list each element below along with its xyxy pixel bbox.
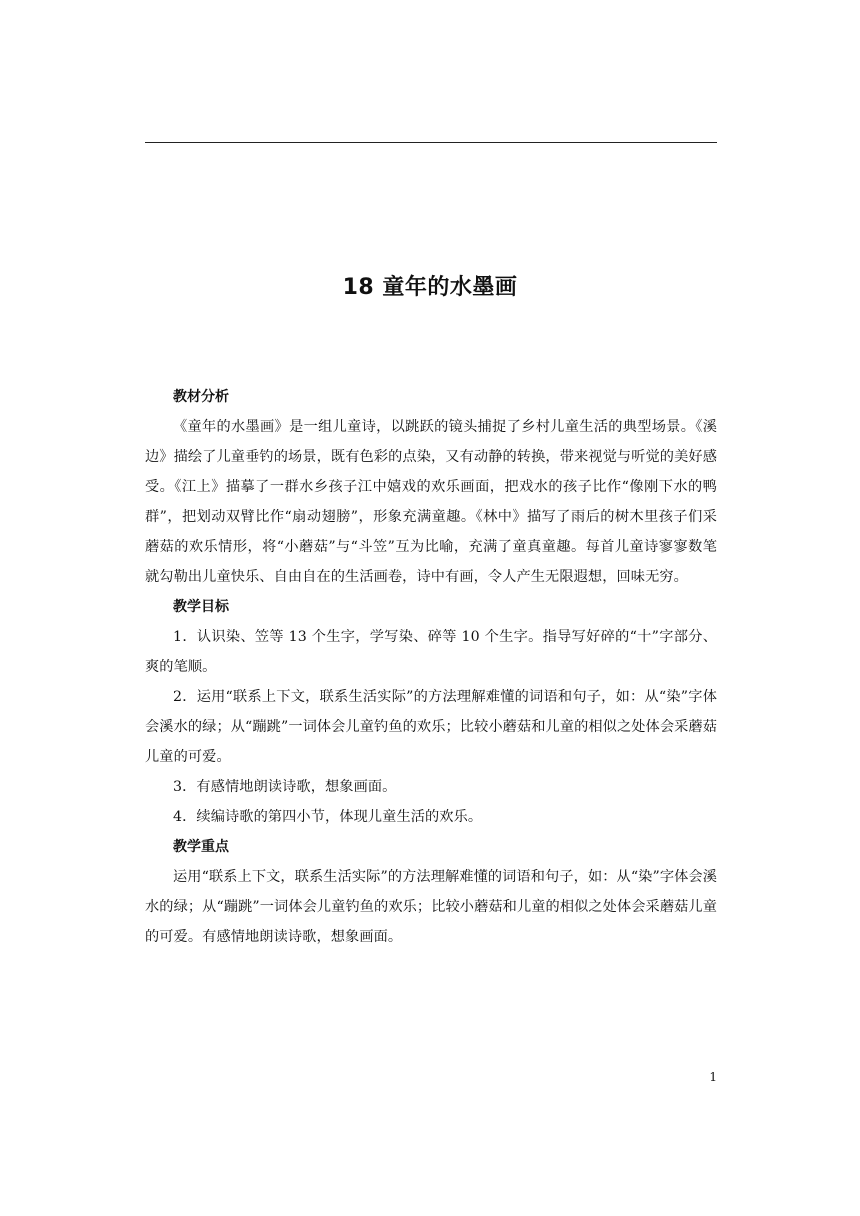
paragraph: 4．续编诗歌的第四小节，体现儿童生活的欢乐。 bbox=[173, 809, 483, 825]
paragraph: 运用“联系上下文，联系生活实际”的方法理解难懂的词语和句子，如：从“染”字体会溪水的绿；从“蹦跳”一词体会儿童钓鱼的欢乐；比较小蘑菇和儿童的相似之处体会采蘑菇儿童的可爱。有感情地朗读诗歌，想象画面。 bbox=[145, 869, 717, 945]
section-key-points bbox=[145, 832, 717, 952]
document-title: 18 童年的水墨画 bbox=[342, 275, 518, 300]
paragraph: 《童年的水墨画》是一组儿童诗，以跳跃的镜头捕捉了乡村儿童生活的典型场景。《溪边》描绘了儿童垂钓的场景，既有色彩的点染，又有动静的转换，带来视觉与听觉的美好感受。《江上》描摹了一群水乡孩子江中嬉戏的欢乐画面，把戏水的孩子比作“像刚下水的鸭群”，把划动双臂比作“扇动翅膀”，形象充满童趣。《林中》描写了雨后的树木里孩子们采蘑菇的欢乐情形，将“小蘑菇”与“斗笠”互为比喻，充满了童真童趣。每首儿童诗寥寥数笔就勾勒出儿童快乐、自由自在的生活画卷，诗中有画，令人产生无限遐想，回味无穷。 bbox=[145, 419, 717, 585]
document-body bbox=[145, 382, 717, 952]
paragraph: 2．运用“联系上下文，联系生活实际”的方法理解难懂的词语和句子，如：从“染”字体会溪水的绿；从“蹦跳”一词体会儿童钓鱼的欢乐；比较小蘑菇和儿童的相似之处体会采蘑菇儿童的可爱。 bbox=[145, 689, 717, 765]
section-analysis bbox=[145, 382, 717, 592]
paragraph: 1．认识染、笠等 13 个生字，学写染、碎等 10 个生字。指导写好碎的“十”字部分、爽的笔顺。 bbox=[145, 629, 717, 675]
section-heading: 教材分析 bbox=[173, 389, 229, 405]
paragraph: 3．有感情地朗读诗歌，想象画面。 bbox=[173, 779, 397, 795]
section-heading: 教学目标 bbox=[173, 599, 229, 615]
section-heading: 教学重点 bbox=[173, 839, 229, 855]
page-number: 1 bbox=[709, 1070, 717, 1084]
header-rule bbox=[145, 142, 717, 143]
section-objectives bbox=[145, 592, 717, 832]
